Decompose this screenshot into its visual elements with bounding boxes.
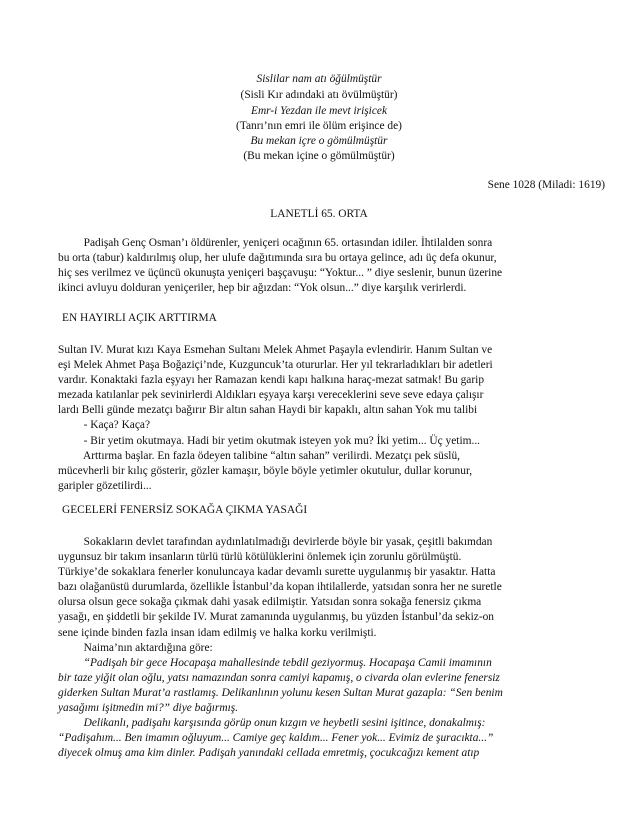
text-line: Sultan IV. Murat kızı Kaya Esmehan Sultanı Melek Ahmet Paşayla evlendirir. Hanım Sultan ve (58, 344, 493, 356)
text-line: bazı olağanüstü durumlarda, özellikle İstanbul’da kopan ihtilallerde, yatsıdan sonra her ne suretle (58, 581, 502, 594)
section-2-title: EN HAYIRLI AÇIK ARTTIRMA (62, 312, 217, 324)
text-line: bir taze yiğit olan oğlu, yatsı namazından sonra camiyi kapamış, o civarda olan evlerine fenersiz (58, 671, 500, 684)
text-line: mücevherli bir kılıç gösterir, gözler kamaşır, böyle böyle yetimler okutulur, dullar korunur, (58, 464, 473, 477)
text-line: Arttırma başlar. En fazla ödeyen talibine “altın sahan” verilirdi. Mezatçı pek süslü, (58, 449, 461, 462)
text-line: - Kaça? Kaça? (58, 419, 151, 432)
text-line: eşi Melek Ahmet Paşa Boğaziçi’nde, Kuzguncuk’ta otururlar. Her yıl tekrarladıkları bir adetleri (58, 359, 493, 372)
text-line: uygunsuz bir takım insanların türlü türlü kötülüklerini önlemek için zorunlu görülmüştü. (58, 551, 462, 564)
verse-line-4: (Tanrı’nın emri ile ölüm erişince de) (236, 120, 402, 132)
text-line: Türkiye’de sokaklara fenerler konuluncaya kadar devamlı surette uygulanmış bir yasaktır. Hatta (58, 566, 496, 579)
text-line: Sokakların devlet tarafından aydınlatılmadığı devirlerde böyle bir yasak, çeşitli bakımdan (58, 536, 493, 548)
text-line: - Bir yetim okutmaya. Hadi bir yetim okutmak isteyen yok mu? İki yetim... Üç yetim... (58, 434, 481, 447)
verse-line-6: (Bu mekan içine o gömülmüştür) (243, 150, 395, 162)
verse-line-5: Bu mekan içre o gömülmüştür (250, 135, 388, 147)
verse-line-2: (Sisli Kır adındaki atı övülmüştür) (240, 89, 398, 101)
section-1-paragraph (58, 236, 600, 296)
verse-line-3: Emr-i Yezdan ile mevt irişicek (250, 105, 387, 117)
text-line: lardı Belli günde mezatçı bağırır Bir altın sahan Haydi bir kapaklı, altın sahan Yok mu talibi (58, 404, 478, 417)
text-line: sene içinde binden fazla insan idam edilmiş ve halka korku verilmişti. (58, 626, 377, 639)
text-line: vardır. Konaktaki fazla eşyayı her Ramazan kendi kapı halkına haraç-mezat satmak! Bu garip (58, 374, 485, 387)
text-line: olursa olsun gece sokağa çıkmak dahi yasak edilmiştir. Yatsıdan sonra sokağa fenersiz çıkma (58, 596, 482, 609)
text-line: hiç ses verilmez ve üçüncü okunuşta yeniçeri başçavuşu: “Yoktur... ” diye seslenir, bunun üzerine (58, 267, 503, 280)
section-3-title: GECELERİ FENERSİZ SOKAĞA ÇIKMA YASAĞI (62, 504, 308, 516)
section-1-title: LANETLİ 65. ORTA (270, 208, 368, 220)
text-line: “Padişahım... Ben imamın oğluyum... Camiye geç kaldım... Fener yok... Evimiz de şuracıkta...” (58, 732, 494, 745)
text-line: mezada katılanlar pek sevinirlerdi Aldıkları eşyaya karşı vereceklerini seve seve edaya çalışır (58, 389, 484, 402)
text-line: yasağı, en şiddetli bir şekilde IV. Murat zamanında uygulanmış, bu yüzden İstanbul’da sekiz-on (58, 611, 495, 624)
section-2-paragraph (58, 343, 600, 494)
section-3-paragraph (58, 535, 600, 761)
text-line: giderken Sultan Murat’a rastlamış. Delikanlının yolunu kesen Sultan Murat gazapla: “Sen benim (58, 686, 503, 699)
text-line: Delikanlı, padişahı karşısında görüp onun kızgın ve heybetli sesini işitince, donakalmış: (58, 717, 486, 730)
text-line: ikinci avluyu dolduran yeniçeriler, hep bir ağızdan: “Yok olsun...” diye karşılık verirlerdi. (58, 282, 467, 295)
text-line: “Padişah bir gece Hocapaşa mahallesinde tebdil geziyormuş. Hocapaşa Camii imamının (58, 656, 492, 669)
date-line: Sene 1028 (Miladi: 1619) (487, 179, 605, 191)
text-line: diyecek olmuş ama kim dinler. Padişah yanındaki cellada emretmiş, çocukcağızı kement atıp (58, 747, 480, 760)
verse-line-1: Sislilar nam atı öğülmüştür (256, 73, 382, 85)
text-line: garipler gözetilirdi... (58, 479, 152, 492)
text-line: yasağımı işitmedin mi?” diye bağırmış. (58, 702, 239, 715)
text-line: bu orta (tabur) kaldırılmış olup, her ulufe dağıtımında sıra bu ortaya gelince, adı üç defa okunur, (58, 252, 497, 265)
text-line: Padişah Genç Osman’ı öldürenler, yeniçeri ocağının 65. ortasından idiler. İhtilalden sonra (58, 237, 493, 249)
text-line: Naima’nın aktardığına göre: (58, 641, 213, 654)
